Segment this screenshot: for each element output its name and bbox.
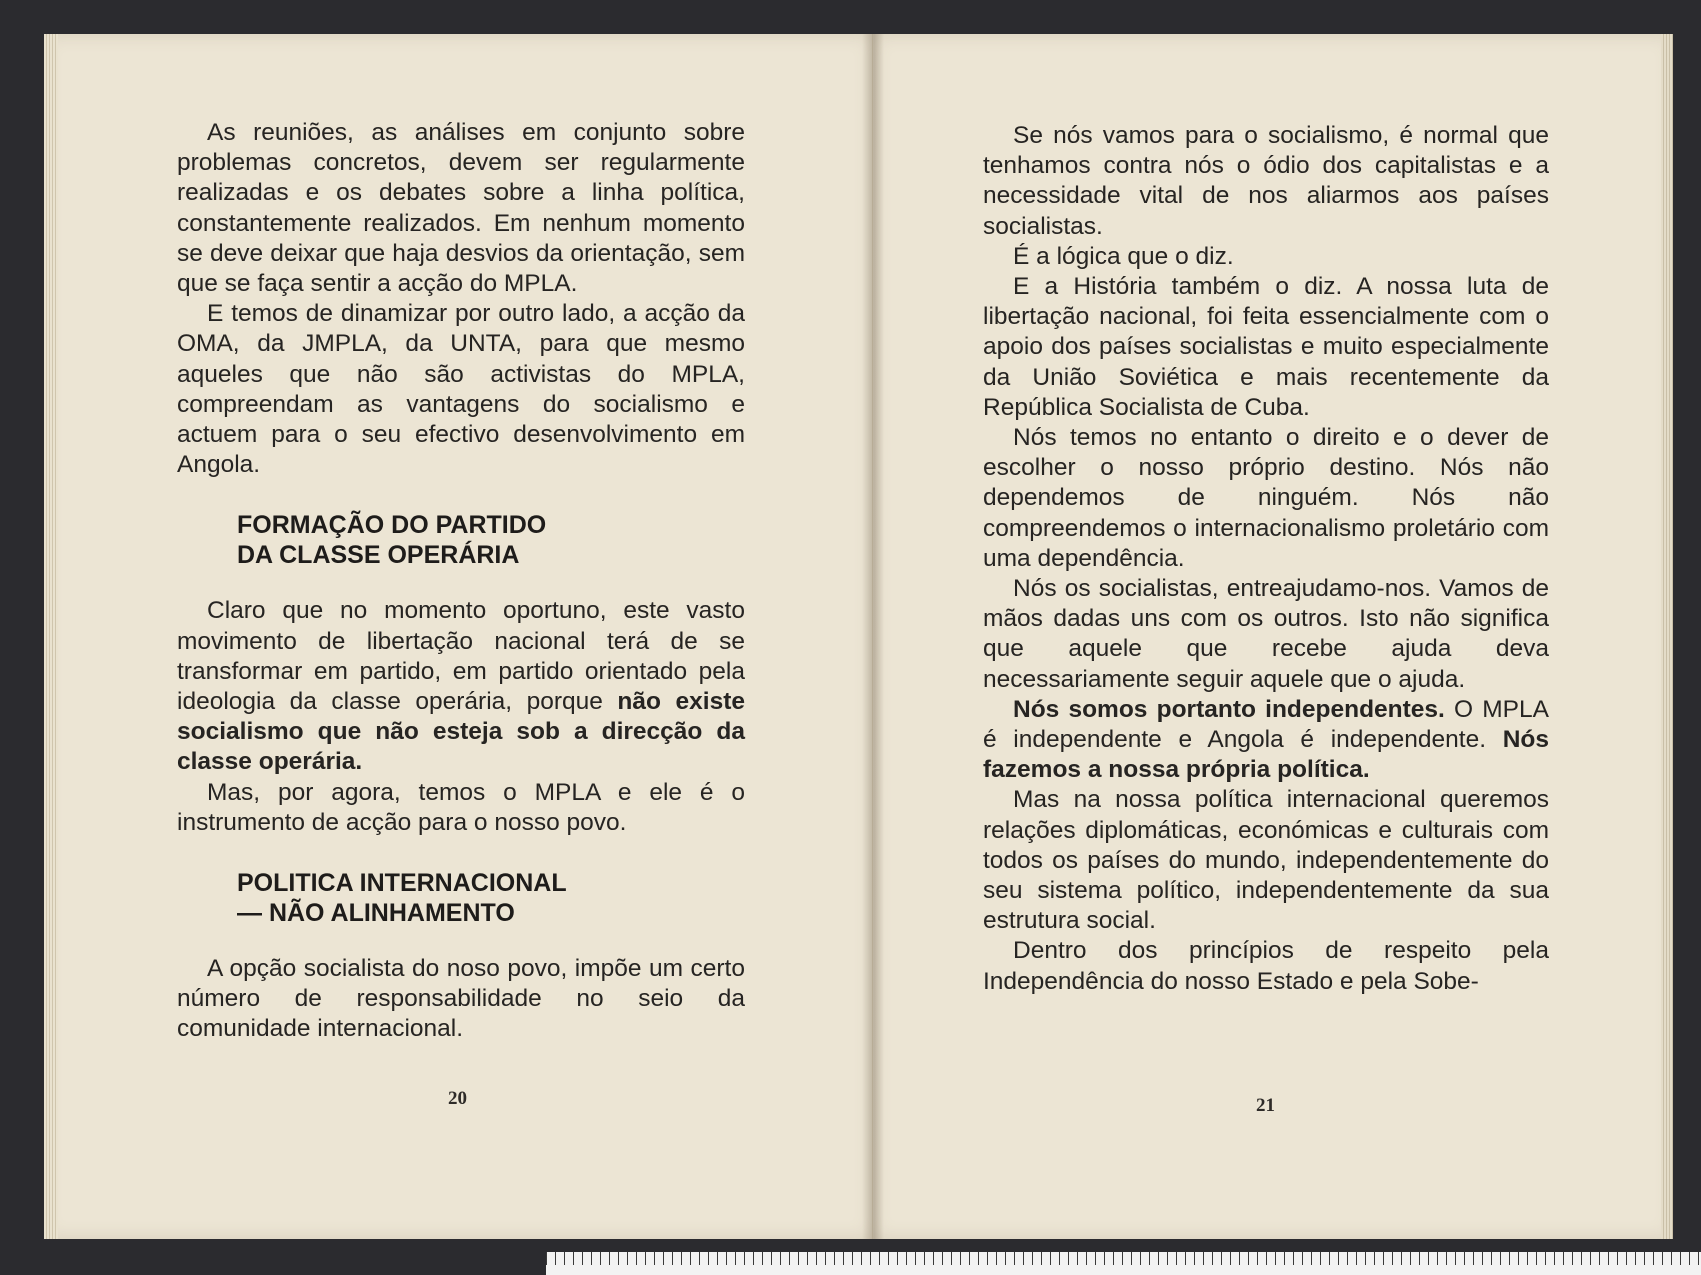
left-paragraph-4: Mas, por agora, temos o MPLA e ele é o instrumento de acção para o nosso povo. — [177, 778, 745, 836]
right-paragraph-6-bold-2: Nós fazemos a nossa própria política. — [983, 726, 1549, 784]
right-paragraph-1: Se nós vamos para o socialismo, é normal que tenhamos contra nós o ódio dos capitalistas e a necessidade vital de nos aliarmos aos países socialistas. — [983, 122, 1549, 240]
left-paragraph-3-bold: não existe socialismo que não esteja sob a direcção da classe operária. — [177, 688, 745, 776]
right-paragraph-2: É a lógica que o diz. — [1013, 242, 1234, 270]
right-paragraph-7: Mas na nossa política internacional queremos relações diplomáticas, económicas e culturais com todos os países do mundo, independentemente do seu sistema político, independentemente da sua estrutura social. — [983, 786, 1549, 935]
right-paragraph-4: Nós temos no entanto o direito e o dever de escolher o nosso próprio destino. Nós não dependemos de ninguém. Nós não compreendemos o internacionalismo proletário com uma dependência. — [983, 424, 1549, 572]
heading-politica-internacional — [237, 868, 745, 928]
book-gutter — [862, 34, 884, 1239]
left-paragraph-5: A opção socialista do noso povo, impõe um certo número de responsabilidade no seio da comunidade internacional. — [177, 955, 745, 1043]
left-paragraph-3-start: Claro que no momento oportuno, este vasto movimento de libertação nacional terá de se transformar em partido, em partido orientado pela ideologia da classe operária, porque — [177, 597, 745, 716]
right-paragraph-6 — [983, 695, 1549, 786]
heading-1-line-1: FORMAÇÃO DO PARTIDO — [237, 511, 547, 540]
left-paragraph-1: As reuniões, as análises em conjunto sobre problemas concretos, devem ser regularmente realizadas e os debates sobre a linha política, constantemente realizados. Em nenhum momento se deve deixar que haja desvios da orientação, sem que se faça sentir a acção do MPLA. — [177, 119, 745, 298]
right-page-text — [983, 121, 1549, 997]
heading-formacao-partido — [237, 510, 745, 570]
heading-2-line-2: — NÃO ALINHAMENTO — [237, 899, 515, 928]
heading-1-line-2: DA CLASSE OPERÁRIA — [237, 541, 520, 570]
page-number-left: 20 — [448, 1088, 467, 1109]
left-paragraph-3 — [177, 596, 745, 777]
right-paragraph-6-bold: Nós somos portanto independentes. — [1013, 695, 1445, 723]
page-number-right: 21 — [1256, 1095, 1275, 1116]
heading-2-line-1: POLITICA INTERNACIONAL — [237, 869, 567, 898]
right-paragraph-6-rest: O MPLA é independente e Angola é independente. — [983, 695, 1549, 754]
right-paragraph-8: Dentro dos princípios de respeito pela Independência do nosso Estado e pela Sobe- — [983, 937, 1549, 995]
left-paragraph-2: E temos de dinamizar por outro lado, a acção da OMA, da JMPLA, da UNTA, para que mesmo aqueles que não são activistas do MPLA, compreendam as vantagens do socialismo e actuem para o seu efectivo desenvolvimento em Angola. — [177, 300, 745, 479]
left-page-text — [177, 118, 745, 1045]
right-paragraph-3: E a História também o diz. A nossa luta de libertação nacional, foi feita essencialmente com o apoio dos países socialistas e muito especialmente da União Soviética e mais recentemente da República Socialista de Cuba. — [983, 273, 1549, 421]
right-paragraph-5: Nós os socialistas, entreajudamo-nos. Vamos de mãos dadas uns com os outros. Isto não significa que aquele que recebe ajuda deva necessariamente seguir aquele que o ajuda. — [983, 575, 1549, 693]
scale-ruler — [546, 1252, 1701, 1275]
